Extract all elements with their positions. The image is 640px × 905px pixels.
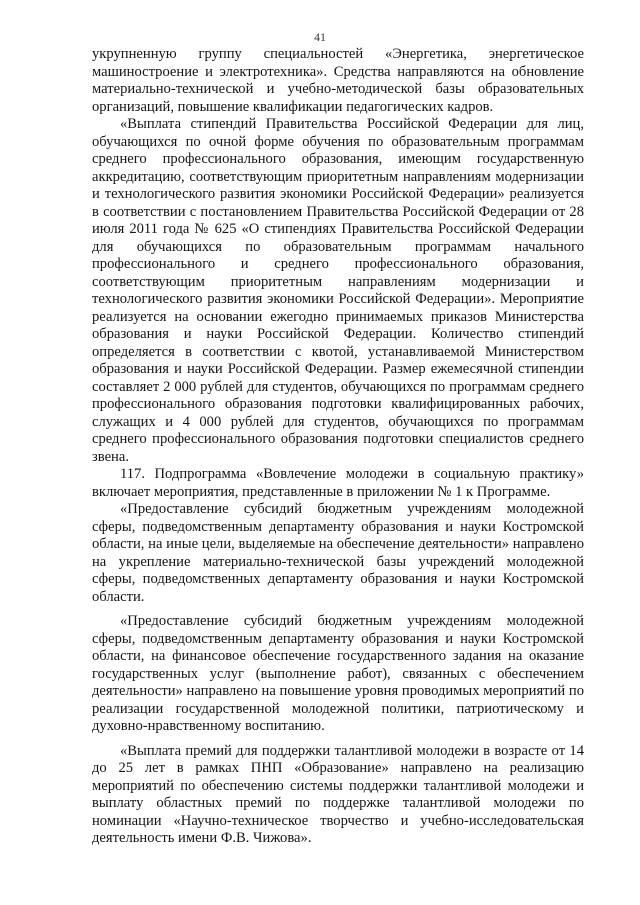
paragraph-gap: [92, 736, 584, 743]
paragraph-subsidies-other-purposes: «Предоставление субсидий бюджетным учреждениям молодежной сферы, подведомственным департаменту образования и науки Костромской области, на иные цели, выделяемые на обеспечение деятельности» направлено на укрепление материально-технической базы учреждений молодежной сферы, подведомственных департаменту образования и науки Костромской области.: [92, 501, 584, 605]
document-body: [92, 46, 584, 848]
paragraph-subsidies-state-task: «Предоставление субсидий бюджетным учреждениям молодежной сферы, подведомственным департаменту образования и науки Костромской области, на финансовое обеспечение государственного задания на оказание государственных услуг (выполнение работ), связанных с обеспечением деятельности» направлено на повышение уровня проводимых мероприятий по реализации государственной молодежной политики, патриотическому и духовно-нравственному воспитанию.: [92, 613, 584, 734]
paragraph-gap: [92, 606, 584, 613]
page-number: 41: [314, 30, 326, 44]
paragraph-subprogram-117: 117. Подпрограмма «Вовлечение молодежи в социальную практику» включает мероприятия, представленные в приложении № 1 к Программе.: [92, 466, 584, 500]
paragraph-scholarship: «Выплата стипендий Правительства Российской Федерации для лиц, обучающихся по очной форме обучения по образовательным программам среднего профессионального образования, имеющим государственную аккредитацию, соответствующим приоритетным направлениям модернизации и технологического развития экономики Российской Федерации» реализуется в соответствии с постановлением Правительства Российской Федерации от 28 июля 2011 года № 625 «О стипендиях Правительства Российской Федерации для обучающихся по образовательным программам начального профессионального и среднего профессионального образования, соответствующим приоритетным направлениям модернизации и технологического развития экономики Российской Федерации». Мероприятие реализуется на основании ежегодно принимаемых приказов Министерства образования и науки Российской Федерации. Количество стипендий определяется в соответствии с квотой, устанавливаемой Министерством образования и науки Российской Федерации. Размер ежемесячной стипендии составляет 2 000 рублей для студентов, обучающихся по программам среднего профессионального образования подготовки квалифицированных рабочих, служащих и 4 000 рублей для студентов, обучающихся по программам среднего профессионального образования подготовки специалистов среднего звена.: [92, 116, 584, 465]
paragraph-youth-awards: «Выплата премий для поддержки талантливой молодежи в возрасте от 14 до 25 лет в рамках ПНП «Образование» направлено на реализацию мероприятий по обеспечению системы поддержки талантливой молодежи и выплату областных премий по поддержке талантливой молодежи по номинации «Научно-техническое творчество и учебно-исследовательская деятельность имени Ф.В. Чижова».: [92, 742, 584, 846]
paragraph-continuation: укрупненную группу специальностей «Энергетика, энергетическое машиностроение и электротехника». Средства направляются на обновление материально-технической и учебно-методической базы образовательных организаций, повышение квалификации педагогических кадров.: [92, 46, 584, 115]
